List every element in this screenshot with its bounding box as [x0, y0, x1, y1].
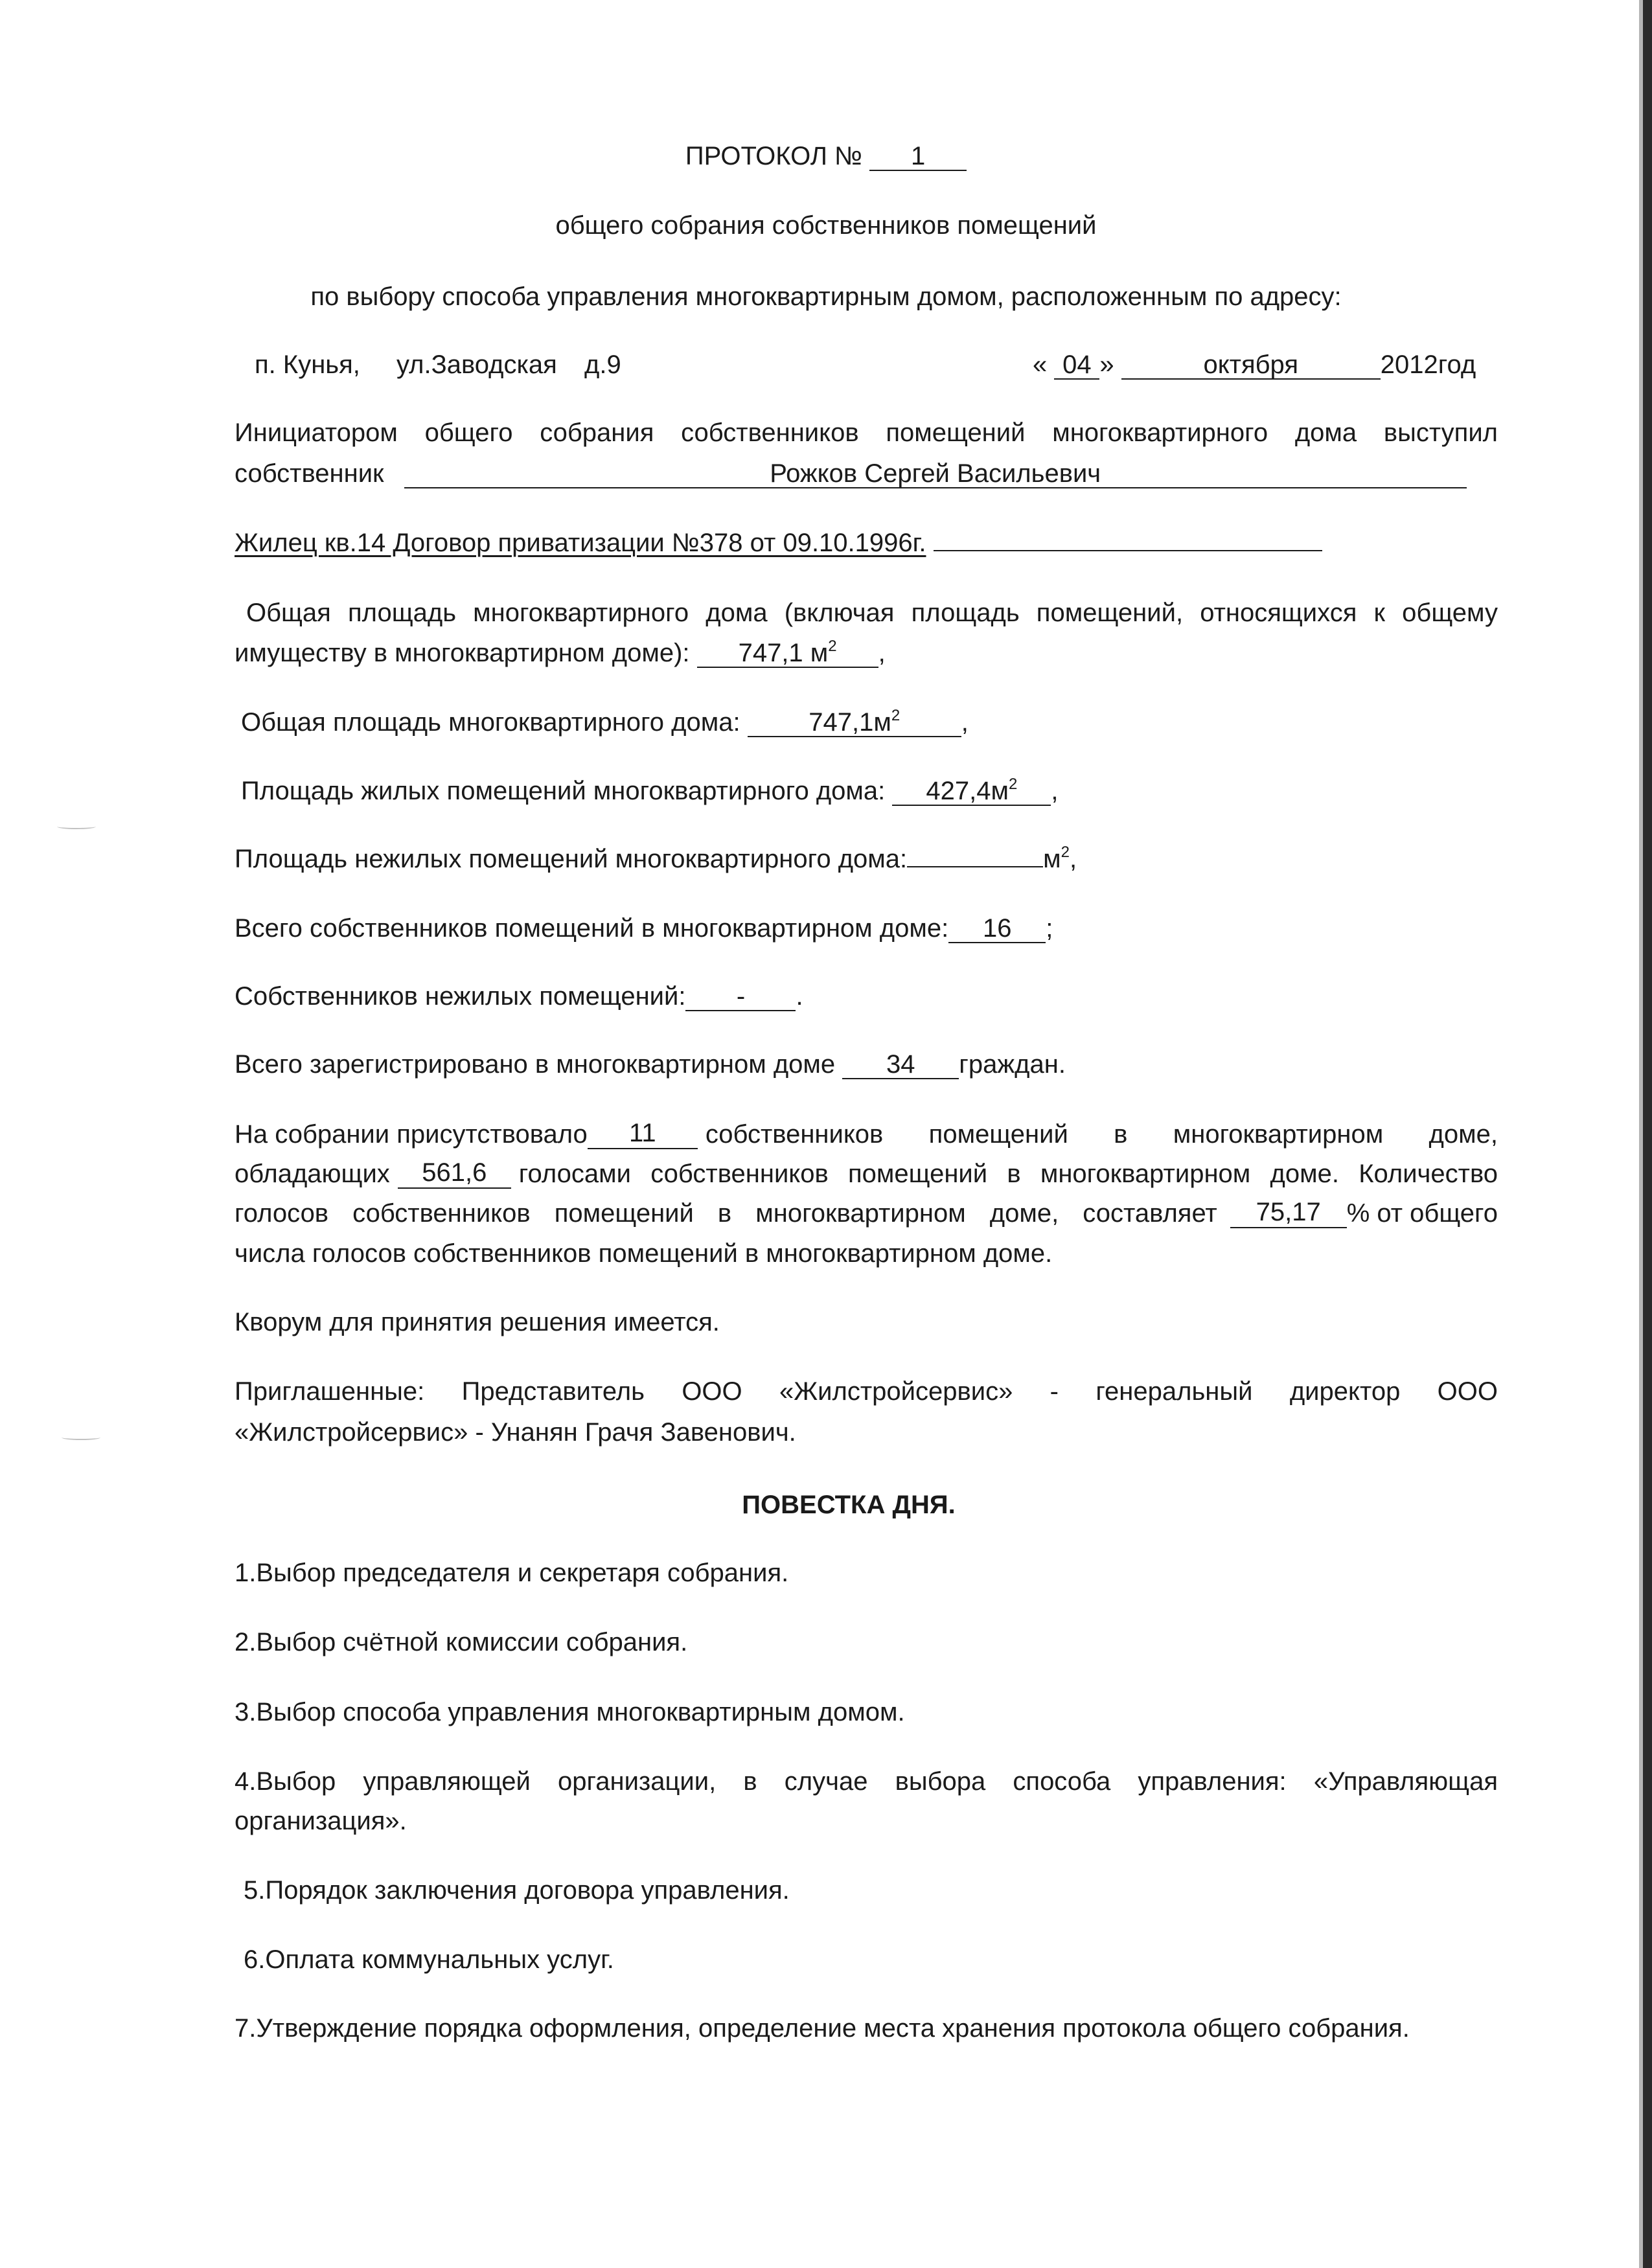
- agenda-item: 2.Выбор счётной комиссии собрания.: [235, 1628, 688, 1656]
- scan-mark: [62, 1435, 100, 1440]
- total-area-incl-value: 747,1 $м^2$: [697, 639, 878, 668]
- nonliving-area-value: [907, 866, 1043, 867]
- owners-nonliving-value: -: [685, 983, 796, 1011]
- nonliving-area: Площадь нежилых помещений многоквартирного дома: $м^2$,: [235, 843, 1077, 873]
- attendance-line: числа голосов собственников помещений в многоквартирном доме.: [235, 1239, 1053, 1268]
- document-subtitle: по выбору способа управления многоквартирным домом, расположенным по адресу:: [310, 282, 1342, 311]
- present-owners-value: 11: [588, 1119, 698, 1149]
- agenda-item: 3.Выбор способа управления многоквартирным домом.: [235, 1698, 905, 1726]
- scan-mark: [57, 824, 96, 829]
- address-street: ул.Заводская: [396, 350, 557, 379]
- initiator-details: Жилец кв.14 Договор приватизации №378 от 09.10.1996г.: [235, 528, 1322, 558]
- votes-value: 561,6: [398, 1159, 511, 1189]
- address-settlement: п. Кунья,: [255, 350, 360, 379]
- agenda-item: 7.Утверждение порядка оформления, определение места хранения протокола общего собрания.: [235, 2014, 1410, 2043]
- document-title: ПРОТОКОЛ № 1: [0, 141, 1652, 171]
- date-day: 04: [1054, 351, 1099, 380]
- attendance-line: На собрании присутствовало 11 собственников помещений в многоквартирном доме,: [235, 1119, 1498, 1149]
- total-area: Общая площадь многоквартирного дома: $747,1м^2$ ,: [241, 707, 969, 737]
- agenda-item: 5.Порядок заключения договора управления.: [244, 1876, 790, 1905]
- protocol-number: 1: [869, 143, 967, 171]
- initiator-line: Инициатором общего собрания собственников помещений многоквартирного дома выступил: [235, 418, 1498, 447]
- registered-value: 34: [842, 1051, 959, 1079]
- agenda-item: 1.Выбор председателя и секретаря собрания.: [235, 1559, 789, 1587]
- owners-nonliving: Собственников нежилых помещений: - .: [235, 982, 803, 1011]
- registered-citizens: Всего зарегистрировано в многоквартирном доме 34 граждан.: [235, 1050, 1066, 1079]
- living-area-value: $427,4м^2$: [892, 777, 1051, 806]
- agenda-item: 4.Выбор управляющей организации, в случае выбора способа управления: «Управляющая: [235, 1767, 1498, 1796]
- total-area-incl-label: Общая площадь многоквартирного дома (включая площадь помещений, относящихся к общему: [246, 599, 1498, 627]
- meeting-date: « 04 » октября 2012год: [1033, 350, 1476, 379]
- owners-total: Всего собственников помещений в многоквартирном доме: 16 ;: [235, 914, 1053, 943]
- agenda-item: организация».: [235, 1807, 407, 1835]
- date-year: 2012год: [1380, 350, 1476, 379]
- initiator-name: Рожков Сергей Васильевич: [404, 460, 1467, 488]
- total-area-incl: имуществу в многоквартирном доме): 747,1 $м^2$ ,: [235, 637, 886, 667]
- agenda-item: 6.Оплата коммунальных услуг.: [244, 1945, 614, 1974]
- living-area: Площадь жилых помещений многоквартирного дома: $427,4м^2$ ,: [241, 775, 1059, 805]
- attendance-line: голосов собственников помещений в многоквартирном доме, составляет 75,17 % от общего: [235, 1198, 1498, 1228]
- attendance-line: обладающих 561,6 голосами собственников помещений в многоквартирном доме. Количество: [235, 1158, 1498, 1188]
- votes-percent-value: 75,17: [1230, 1198, 1347, 1228]
- agenda-title: ПОВЕСТКА ДНЯ.: [742, 1491, 956, 1519]
- document-subtitle: общего собрания собственников помещений: [555, 211, 1097, 240]
- invited-line: Приглашенные: Представитель ООО «Жилстройсервис» - генеральный директор ООО: [235, 1377, 1498, 1406]
- invited-line: «Жилстройсервис» - Унанян Грачя Завенович.: [235, 1418, 796, 1447]
- total-area-value: $747,1м^2$: [748, 709, 961, 737]
- owners-total-value: 16: [948, 915, 1046, 943]
- initiator-owner: собственник Рожков Сергей Васильевич: [235, 459, 1467, 488]
- address-house: д.9: [584, 350, 621, 379]
- scan-edge: [1643, 0, 1652, 2268]
- quorum-statement: Кворум для принятия решения имеется.: [235, 1308, 720, 1336]
- date-month: октября: [1121, 351, 1381, 380]
